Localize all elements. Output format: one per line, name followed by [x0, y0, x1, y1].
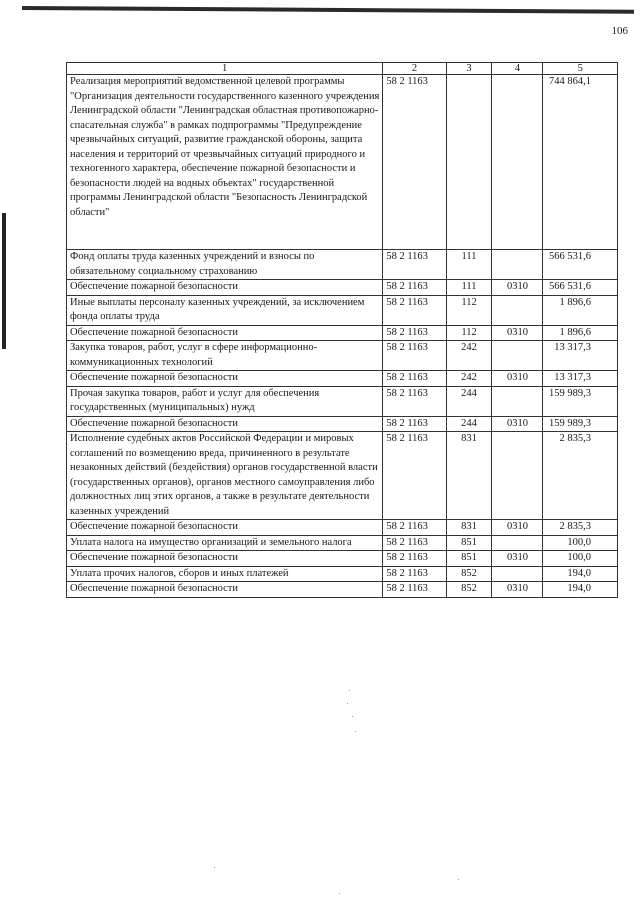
table-row [67, 280, 618, 296]
scan-speck [347, 703, 348, 704]
column-header: 2 [383, 63, 446, 75]
row-section [492, 295, 543, 325]
row-expense-type: 852 [446, 582, 492, 598]
row-code: 58 2 1163 [383, 520, 446, 536]
row-expense-type: 244 [446, 386, 492, 416]
row-section [492, 432, 543, 520]
row-sum: 2 835,3 [543, 520, 618, 536]
row-expense-type: 111 [446, 250, 492, 280]
row-expense-type: 111 [446, 280, 492, 296]
row-name: Обеспечение пожарной безопасности [67, 551, 383, 567]
row-name: Фонд оплаты труда казенных учреждений и взносы по обязательному социальному страхованию [67, 250, 383, 280]
table-row [67, 432, 618, 520]
row-code: 58 2 1163 [383, 432, 446, 520]
row-section [492, 250, 543, 280]
row-expense-type: 831 [446, 520, 492, 536]
row-code: 58 2 1163 [383, 280, 446, 296]
table-row [67, 566, 618, 582]
scan-speck [349, 690, 350, 691]
scan-speck [352, 716, 353, 717]
row-name: Уплата налога на имущество организаций и земельного налога [67, 535, 383, 551]
row-code: 58 2 1163 [383, 582, 446, 598]
table-row [67, 551, 618, 567]
page-number: 106 [611, 25, 628, 37]
table-row [67, 520, 618, 536]
column-header: 3 [446, 63, 492, 75]
row-expense-type: 851 [446, 535, 492, 551]
row-code: 58 2 1163 [383, 75, 446, 250]
row-expense-type [446, 75, 492, 250]
table-row [67, 325, 618, 341]
row-code: 58 2 1163 [383, 566, 446, 582]
scan-border-line [22, 6, 634, 14]
row-code: 58 2 1163 [383, 386, 446, 416]
table-row [67, 416, 618, 432]
row-section: 0310 [492, 416, 543, 432]
row-sum: 13 317,3 [543, 371, 618, 387]
row-name: Обеспечение пожарной безопасности [67, 520, 383, 536]
row-name: Обеспечение пожарной безопасности [67, 582, 383, 598]
row-code: 58 2 1163 [383, 250, 446, 280]
row-name: Уплата прочих налогов, сборов и иных платежей [67, 566, 383, 582]
row-code: 58 2 1163 [383, 535, 446, 551]
row-code: 58 2 1163 [383, 371, 446, 387]
row-name: Исполнение судебных актов Российской Федерации и мировых соглашений по возмещению вреда, причиненного в результате незаконных действий (бездействия) органов государственной власти (государственных органов), органов местного самоуправления либо должностных лиц этих органов, а также в результате деятельности казенных учреждений [67, 432, 383, 520]
row-section [492, 535, 543, 551]
row-expense-type: 831 [446, 432, 492, 520]
table-row [67, 371, 618, 387]
row-code: 58 2 1163 [383, 551, 446, 567]
row-section: 0310 [492, 280, 543, 296]
row-section: 0310 [492, 371, 543, 387]
row-expense-type: 242 [446, 341, 492, 371]
table-row [67, 535, 618, 551]
row-sum: 100,0 [543, 551, 618, 567]
column-header: 5 [543, 63, 618, 75]
row-name: Обеспечение пожарной безопасности [67, 280, 383, 296]
scan-speck [214, 867, 215, 868]
row-name: Обеспечение пожарной безопасности [67, 371, 383, 387]
row-expense-type: 852 [446, 566, 492, 582]
row-section: 0310 [492, 520, 543, 536]
row-section [492, 566, 543, 582]
table-row [67, 295, 618, 325]
row-sum: 1 896,6 [543, 295, 618, 325]
table-row [67, 250, 618, 280]
table-header-row [67, 63, 618, 75]
row-sum: 2 835,3 [543, 432, 618, 520]
row-sum: 744 864,1 [543, 75, 618, 250]
row-expense-type: 242 [446, 371, 492, 387]
row-name: Иные выплаты персоналу казенных учреждений, за исключением фонда оплаты труда [67, 295, 383, 325]
row-sum: 1 896,6 [543, 325, 618, 341]
row-code: 58 2 1163 [383, 341, 446, 371]
scan-speck [355, 731, 356, 732]
row-sum: 100,0 [543, 535, 618, 551]
column-header: 4 [492, 63, 543, 75]
row-sum: 194,0 [543, 582, 618, 598]
row-name: Прочая закупка товаров, работ и услуг для обеспечения государственных (муниципальных) нужд [67, 386, 383, 416]
budget-table [66, 62, 618, 598]
row-code: 58 2 1163 [383, 416, 446, 432]
row-section [492, 75, 543, 250]
row-sum: 566 531,6 [543, 250, 618, 280]
row-code: 58 2 1163 [383, 325, 446, 341]
row-sum: 159 989,3 [543, 386, 618, 416]
table-row [67, 75, 618, 250]
row-section: 0310 [492, 582, 543, 598]
row-section [492, 386, 543, 416]
row-sum: 159 989,3 [543, 416, 618, 432]
row-expense-type: 244 [446, 416, 492, 432]
row-section [492, 341, 543, 371]
scan-speck [458, 879, 459, 880]
scan-speck [339, 893, 340, 894]
row-expense-type: 851 [446, 551, 492, 567]
row-name: Обеспечение пожарной безопасности [67, 416, 383, 432]
row-sum: 13 317,3 [543, 341, 618, 371]
row-expense-type: 112 [446, 295, 492, 325]
row-name: Закупка товаров, работ, услуг в сфере информационно-коммуникационных технологий [67, 341, 383, 371]
row-sum: 566 531,6 [543, 280, 618, 296]
row-name: Реализация мероприятий ведомственной целевой программы "Организация деятельности государственного казенного учреждения Ленинградской области "Ленинградская областная противопожарно-спасательная служба" в рамках подпрограммы "Предупреждение чрезвычайных ситуаций, развитие гражданской обороны, защита населения и территорий от чрезвычайных ситуаций природного и техногенного характера, обеспечение пожарной безопасности и безопасности людей на водных объектах" государственной программы Ленинградской области "Безопасность Ленинградской области" [67, 75, 383, 250]
row-name: Обеспечение пожарной безопасности [67, 325, 383, 341]
table-row [67, 582, 618, 598]
row-section: 0310 [492, 325, 543, 341]
row-code: 58 2 1163 [383, 295, 446, 325]
table-row [67, 341, 618, 371]
row-sum: 194,0 [543, 566, 618, 582]
scan-edge-mark [2, 213, 6, 349]
row-section: 0310 [492, 551, 543, 567]
column-header: 1 [67, 63, 383, 75]
row-expense-type: 112 [446, 325, 492, 341]
table-row [67, 386, 618, 416]
